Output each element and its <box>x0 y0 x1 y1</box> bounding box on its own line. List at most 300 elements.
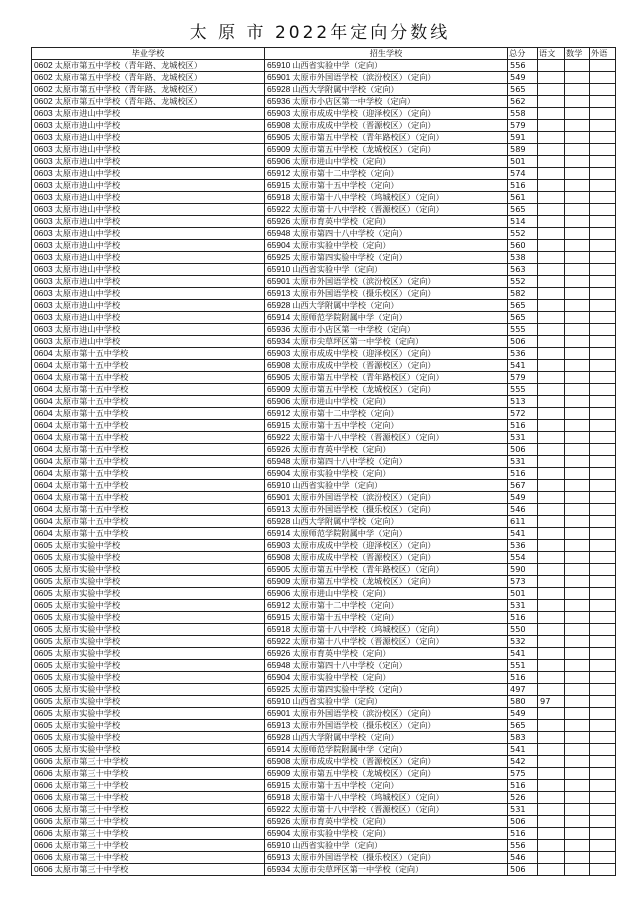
recruiting-school-cell <box>265 252 508 264</box>
math-score-cell <box>565 696 590 708</box>
total-score-cell: 514 <box>508 216 538 228</box>
recruiting-school-code: 65934 <box>267 864 291 874</box>
recruiting-school-code: 65926 <box>267 444 291 454</box>
graduating-school-name: 太原市进山中学校 <box>54 156 121 166</box>
math-score-cell <box>565 216 590 228</box>
recruiting-school-name: 太原市外国语学校（摄乐校区）（定向） <box>292 288 436 298</box>
graduating-school-cell <box>32 804 265 816</box>
recruiting-school-name: 太原市第四十八中学校（定向） <box>292 228 407 238</box>
foreign-language-score-cell <box>590 828 616 840</box>
recruiting-school-cell <box>265 600 508 612</box>
total-score-cell: 573 <box>508 576 538 588</box>
graduating-school-code: 0604 <box>34 492 53 502</box>
foreign-language-score-cell <box>590 84 616 96</box>
chinese-score-cell <box>538 204 565 216</box>
graduating-school-name: 太原市第十五中学校 <box>54 492 129 502</box>
table-row <box>32 504 616 516</box>
graduating-school-code: 0606 <box>34 768 53 778</box>
recruiting-school-cell <box>265 420 508 432</box>
table-row <box>32 288 616 300</box>
recruiting-school-cell <box>265 108 508 120</box>
foreign-language-score-cell <box>590 516 616 528</box>
graduating-school-code: 0606 <box>34 852 53 862</box>
graduating-school-name: 太原市实验中学校 <box>54 588 121 598</box>
graduating-school-cell <box>32 396 265 408</box>
recruiting-school-cell <box>265 564 508 576</box>
graduating-school-code: 0602 <box>34 60 53 70</box>
foreign-language-score-cell <box>590 168 616 180</box>
foreign-language-score-cell <box>590 180 616 192</box>
recruiting-school-cell <box>265 360 508 372</box>
recruiting-school-cell <box>265 612 508 624</box>
recruiting-school-name: 太原市成成中学校（迎泽校区）（定向） <box>292 348 436 358</box>
recruiting-school-name: 太原市第十五中学校（定向） <box>292 180 399 190</box>
foreign-language-score-cell <box>590 264 616 276</box>
graduating-school-cell <box>32 816 265 828</box>
table-row <box>32 696 616 708</box>
recruiting-school-code: 65926 <box>267 216 291 226</box>
table-row <box>32 84 616 96</box>
total-score-cell: 541 <box>508 360 538 372</box>
recruiting-school-cell <box>265 516 508 528</box>
total-score-cell: 555 <box>508 324 538 336</box>
foreign-language-score-cell <box>590 156 616 168</box>
graduating-school-cell <box>32 252 265 264</box>
total-score-cell: 516 <box>508 780 538 792</box>
foreign-language-score-cell <box>590 204 616 216</box>
graduating-school-code: 0603 <box>34 252 53 262</box>
total-score-cell: 506 <box>508 444 538 456</box>
chinese-score-cell <box>538 840 565 852</box>
recruiting-school-name: 太原市第十八中学校（晋源校区）（定向） <box>292 204 444 214</box>
graduating-school-cell <box>32 324 265 336</box>
recruiting-school-name: 太原市进山中学校（定向） <box>292 396 391 406</box>
recruiting-school-name: 太原市第十二中学校（定向） <box>292 168 399 178</box>
graduating-school-code: 0602 <box>34 96 53 106</box>
math-score-cell <box>565 204 590 216</box>
table-row <box>32 96 616 108</box>
table-row <box>32 468 616 480</box>
graduating-school-name: 太原市实验中学校 <box>54 576 121 586</box>
header-total-score: 总分 <box>508 48 538 60</box>
recruiting-school-code: 65926 <box>267 816 291 826</box>
recruiting-school-name: 太原市尖草坪区第一中学校（定向） <box>292 864 424 874</box>
graduating-school-cell <box>32 528 265 540</box>
table-row <box>32 756 616 768</box>
recruiting-school-code: 65913 <box>267 720 291 730</box>
total-score-cell: 506 <box>508 816 538 828</box>
total-score-cell: 556 <box>508 60 538 72</box>
recruiting-school-cell <box>265 648 508 660</box>
graduating-school-cell <box>32 540 265 552</box>
graduating-school-code: 0603 <box>34 336 53 346</box>
recruiting-school-cell <box>265 216 508 228</box>
recruiting-school-name: 太原市第五中学校（龙城校区）（定向） <box>292 768 436 778</box>
recruiting-school-name: 太原市第四十八中学校（定向） <box>292 456 407 466</box>
graduating-school-cell <box>32 420 265 432</box>
recruiting-school-code: 65922 <box>267 636 291 646</box>
chinese-score-cell <box>538 744 565 756</box>
recruiting-school-cell <box>265 204 508 216</box>
graduating-school-name: 太原市进山中学校 <box>54 144 121 154</box>
recruiting-school-code: 65913 <box>267 288 291 298</box>
graduating-school-cell <box>32 312 265 324</box>
recruiting-school-cell <box>265 768 508 780</box>
graduating-school-name: 太原市第十五中学校 <box>54 468 129 478</box>
graduating-school-code: 0605 <box>34 552 53 562</box>
recruiting-school-cell <box>265 144 508 156</box>
foreign-language-score-cell <box>590 864 616 876</box>
graduating-school-code: 0603 <box>34 288 53 298</box>
graduating-school-code: 0604 <box>34 372 53 382</box>
chinese-score-cell <box>538 384 565 396</box>
table-row <box>32 300 616 312</box>
table-row <box>32 804 616 816</box>
graduating-school-name: 太原市实验中学校 <box>54 624 121 634</box>
graduating-school-cell <box>32 180 265 192</box>
graduating-school-code: 0606 <box>34 864 53 874</box>
graduating-school-code: 0605 <box>34 648 53 658</box>
table-row <box>32 624 616 636</box>
recruiting-school-cell <box>265 456 508 468</box>
graduating-school-cell <box>32 300 265 312</box>
recruiting-school-name: 太原市外国语学校（滨汾校区）（定向） <box>292 708 436 718</box>
table-row <box>32 144 616 156</box>
graduating-school-name: 太原市进山中学校 <box>54 252 121 262</box>
graduating-school-name: 太原市进山中学校 <box>54 120 121 130</box>
graduating-school-code: 0605 <box>34 672 53 682</box>
foreign-language-score-cell <box>590 252 616 264</box>
graduating-school-name: 太原市第十五中学校 <box>54 372 129 382</box>
table-row <box>32 420 616 432</box>
math-score-cell <box>565 684 590 696</box>
recruiting-school-name: 山西大学附属中学校（定向） <box>292 516 399 526</box>
graduating-school-code: 0604 <box>34 456 53 466</box>
graduating-school-cell <box>32 552 265 564</box>
table-header-row <box>32 48 616 60</box>
total-score-cell: 552 <box>508 228 538 240</box>
recruiting-school-code: 65914 <box>267 744 291 754</box>
table-row <box>32 180 616 192</box>
math-score-cell <box>565 132 590 144</box>
recruiting-school-name: 太原市小店区第一中学校（定向） <box>292 324 416 334</box>
graduating-school-cell <box>32 648 265 660</box>
graduating-school-name: 太原市实验中学校 <box>54 552 121 562</box>
recruiting-school-code: 65906 <box>267 156 291 166</box>
chinese-score-cell <box>538 72 565 84</box>
recruiting-school-code: 65948 <box>267 456 291 466</box>
graduating-school-name: 太原市第十五中学校 <box>54 480 129 490</box>
foreign-language-score-cell <box>590 348 616 360</box>
chinese-score-cell <box>538 492 565 504</box>
chinese-score-cell <box>538 504 565 516</box>
math-score-cell <box>565 780 590 792</box>
recruiting-school-cell <box>265 120 508 132</box>
math-score-cell <box>565 792 590 804</box>
recruiting-school-name: 太原市育英中学校（定向） <box>292 444 391 454</box>
graduating-school-cell <box>32 600 265 612</box>
graduating-school-code: 0604 <box>34 528 53 538</box>
recruiting-school-code: 65909 <box>267 384 291 394</box>
chinese-score-cell <box>538 444 565 456</box>
graduating-school-code: 0605 <box>34 720 53 730</box>
graduating-school-code: 0605 <box>34 660 53 670</box>
recruiting-school-code: 65936 <box>267 324 291 334</box>
chinese-score-cell <box>538 528 565 540</box>
graduating-school-name: 太原市实验中学校 <box>54 696 121 706</box>
table-row <box>32 240 616 252</box>
recruiting-school-code: 65905 <box>267 372 291 382</box>
chinese-score-cell <box>538 864 565 876</box>
chinese-score-cell <box>538 192 565 204</box>
math-score-cell <box>565 144 590 156</box>
recruiting-school-cell <box>265 132 508 144</box>
chinese-score-cell <box>538 252 565 264</box>
total-score-cell: 516 <box>508 468 538 480</box>
math-score-cell <box>565 72 590 84</box>
header-math-score: 数学 <box>565 48 590 60</box>
table-row <box>32 408 616 420</box>
total-score-cell: 541 <box>508 744 538 756</box>
graduating-school-cell <box>32 108 265 120</box>
math-score-cell <box>565 192 590 204</box>
chinese-score-cell <box>538 816 565 828</box>
table-row <box>32 192 616 204</box>
graduating-school-code: 0603 <box>34 312 53 322</box>
total-score-cell: 526 <box>508 792 538 804</box>
table-row <box>32 432 616 444</box>
recruiting-school-code: 65909 <box>267 576 291 586</box>
chinese-score-cell <box>538 732 565 744</box>
chinese-score-cell <box>538 228 565 240</box>
total-score-cell: 531 <box>508 432 538 444</box>
table-row <box>32 72 616 84</box>
graduating-school-name: 太原市第三十中学校 <box>54 816 129 826</box>
graduating-school-name: 太原市第十五中学校 <box>54 396 129 406</box>
graduating-school-cell <box>32 768 265 780</box>
graduating-school-code: 0605 <box>34 540 53 550</box>
recruiting-school-code: 65948 <box>267 660 291 670</box>
math-score-cell <box>565 108 590 120</box>
recruiting-school-name: 太原市第五中学校（龙城校区）（定向） <box>292 576 436 586</box>
foreign-language-score-cell <box>590 720 616 732</box>
foreign-language-score-cell <box>590 192 616 204</box>
graduating-school-name: 太原市第十五中学校 <box>54 384 129 394</box>
recruiting-school-cell <box>265 804 508 816</box>
table-row <box>32 732 616 744</box>
recruiting-school-name: 太原师范学院附属中学（定向） <box>292 744 407 754</box>
foreign-language-score-cell <box>590 696 616 708</box>
recruiting-school-name: 太原市成成中学校（晋源校区）（定向） <box>292 756 436 766</box>
chinese-score-cell <box>538 432 565 444</box>
graduating-school-code: 0605 <box>34 612 53 622</box>
graduating-school-code: 0606 <box>34 792 53 802</box>
graduating-school-cell <box>32 708 265 720</box>
recruiting-school-cell <box>265 732 508 744</box>
graduating-school-code: 0603 <box>34 120 53 130</box>
table-row <box>32 108 616 120</box>
graduating-school-name: 太原市第五中学校（青年路、龙城校区） <box>54 96 203 106</box>
recruiting-school-code: 65936 <box>267 96 291 106</box>
math-score-cell <box>565 168 590 180</box>
graduating-school-name: 太原市第三十中学校 <box>54 768 129 778</box>
recruiting-school-code: 65912 <box>267 600 291 610</box>
recruiting-school-name: 太原市外国语学校（摄乐校区）（定向） <box>292 504 436 514</box>
table-row <box>32 132 616 144</box>
math-score-cell <box>565 384 590 396</box>
table-row <box>32 660 616 672</box>
graduating-school-cell <box>32 276 265 288</box>
table-row <box>32 528 616 540</box>
recruiting-school-code: 65925 <box>267 684 291 694</box>
table-row <box>32 324 616 336</box>
graduating-school-code: 0605 <box>34 708 53 718</box>
recruiting-school-code: 65918 <box>267 192 291 202</box>
recruiting-school-name: 太原市第十五中学校（定向） <box>292 780 399 790</box>
foreign-language-score-cell <box>590 108 616 120</box>
recruiting-school-code: 65922 <box>267 804 291 814</box>
total-score-cell: 536 <box>508 540 538 552</box>
graduating-school-code: 0602 <box>34 84 53 94</box>
foreign-language-score-cell <box>590 444 616 456</box>
foreign-language-score-cell <box>590 792 616 804</box>
chinese-score-cell: 97 <box>538 696 565 708</box>
graduating-school-cell <box>32 852 265 864</box>
recruiting-school-cell <box>265 684 508 696</box>
recruiting-school-code: 65901 <box>267 72 291 82</box>
recruiting-school-name: 太原市小店区第一中学校（定向） <box>292 96 416 106</box>
recruiting-school-code: 65915 <box>267 612 291 622</box>
math-score-cell <box>565 228 590 240</box>
recruiting-school-code: 65903 <box>267 108 291 118</box>
foreign-language-score-cell <box>590 372 616 384</box>
chinese-score-cell <box>538 660 565 672</box>
chinese-score-cell <box>538 720 565 732</box>
recruiting-school-cell <box>265 156 508 168</box>
graduating-school-name: 太原市第十五中学校 <box>54 408 129 418</box>
chinese-score-cell <box>538 600 565 612</box>
graduating-school-name: 太原市进山中学校 <box>54 312 121 322</box>
table-row <box>32 336 616 348</box>
math-score-cell <box>565 588 590 600</box>
total-score-cell: 532 <box>508 636 538 648</box>
recruiting-school-cell <box>265 240 508 252</box>
graduating-school-code: 0604 <box>34 468 53 478</box>
recruiting-school-cell <box>265 864 508 876</box>
graduating-school-cell <box>32 336 265 348</box>
recruiting-school-code: 65914 <box>267 312 291 322</box>
graduating-school-code: 0604 <box>34 408 53 418</box>
graduating-school-code: 0605 <box>34 576 53 586</box>
graduating-school-cell <box>32 348 265 360</box>
math-score-cell <box>565 564 590 576</box>
recruiting-school-code: 65901 <box>267 492 291 502</box>
chinese-score-cell <box>538 552 565 564</box>
graduating-school-code: 0605 <box>34 696 53 706</box>
table-row <box>32 516 616 528</box>
total-score-cell: 531 <box>508 804 538 816</box>
graduating-school-name: 太原市实验中学校 <box>54 648 121 658</box>
table-row <box>32 864 616 876</box>
math-score-cell <box>565 288 590 300</box>
recruiting-school-cell <box>265 540 508 552</box>
table-row <box>32 636 616 648</box>
total-score-cell: 501 <box>508 156 538 168</box>
math-score-cell <box>565 528 590 540</box>
graduating-school-cell <box>32 144 265 156</box>
foreign-language-score-cell <box>590 612 616 624</box>
graduating-school-code: 0605 <box>34 600 53 610</box>
chinese-score-cell <box>538 132 565 144</box>
chinese-score-cell <box>538 576 565 588</box>
chinese-score-cell <box>538 480 565 492</box>
total-score-cell: 563 <box>508 264 538 276</box>
recruiting-school-code: 65915 <box>267 180 291 190</box>
total-score-cell: 516 <box>508 828 538 840</box>
total-score-cell: 497 <box>508 684 538 696</box>
foreign-language-score-cell <box>590 96 616 108</box>
graduating-school-name: 太原市第五中学校（青年路、龙城校区） <box>54 72 203 82</box>
chinese-score-cell <box>538 312 565 324</box>
graduating-school-cell <box>32 240 265 252</box>
recruiting-school-code: 65906 <box>267 396 291 406</box>
table-row <box>32 684 616 696</box>
recruiting-school-code: 65904 <box>267 828 291 838</box>
chinese-score-cell <box>538 828 565 840</box>
recruiting-school-name: 太原市第五中学校（青年路校区）（定向） <box>292 132 444 142</box>
graduating-school-code: 0604 <box>34 360 53 370</box>
graduating-school-cell <box>32 264 265 276</box>
table-row <box>32 264 616 276</box>
math-score-cell <box>565 480 590 492</box>
graduating-school-code: 0604 <box>34 444 53 454</box>
total-score-cell: 572 <box>508 408 538 420</box>
foreign-language-score-cell <box>590 324 616 336</box>
chinese-score-cell <box>538 648 565 660</box>
chinese-score-cell <box>538 216 565 228</box>
header-foreign-language-score: 外语 <box>590 48 616 60</box>
recruiting-school-code: 65910 <box>267 60 291 70</box>
chinese-score-cell <box>538 852 565 864</box>
recruiting-school-code: 65922 <box>267 432 291 442</box>
recruiting-school-code: 65913 <box>267 852 291 862</box>
recruiting-school-cell <box>265 588 508 600</box>
graduating-school-name: 太原市实验中学校 <box>54 660 121 670</box>
recruiting-school-cell <box>265 852 508 864</box>
graduating-school-cell <box>32 612 265 624</box>
recruiting-school-name: 太原市成成中学校（晋源校区）（定向） <box>292 120 436 130</box>
recruiting-school-code: 65905 <box>267 564 291 574</box>
recruiting-school-name: 太原市第十五中学校（定向） <box>292 420 399 430</box>
table-row <box>32 276 616 288</box>
chinese-score-cell <box>538 636 565 648</box>
graduating-school-code: 0606 <box>34 756 53 766</box>
recruiting-school-cell <box>265 60 508 72</box>
recruiting-school-name: 太原市尖草坪区第一中学校（定向） <box>292 336 424 346</box>
recruiting-school-cell <box>265 708 508 720</box>
foreign-language-score-cell <box>590 72 616 84</box>
graduating-school-name: 太原市实验中学校 <box>54 672 121 682</box>
total-score-cell: 531 <box>508 456 538 468</box>
recruiting-school-name: 太原市第五中学校（龙城校区）（定向） <box>292 144 436 154</box>
recruiting-school-name: 太原市外国语学校（滨汾校区）（定向） <box>292 276 436 286</box>
chinese-score-cell <box>538 96 565 108</box>
foreign-language-score-cell <box>590 852 616 864</box>
graduating-school-cell <box>32 408 265 420</box>
chinese-score-cell <box>538 372 565 384</box>
foreign-language-score-cell <box>590 228 616 240</box>
chinese-score-cell <box>538 684 565 696</box>
